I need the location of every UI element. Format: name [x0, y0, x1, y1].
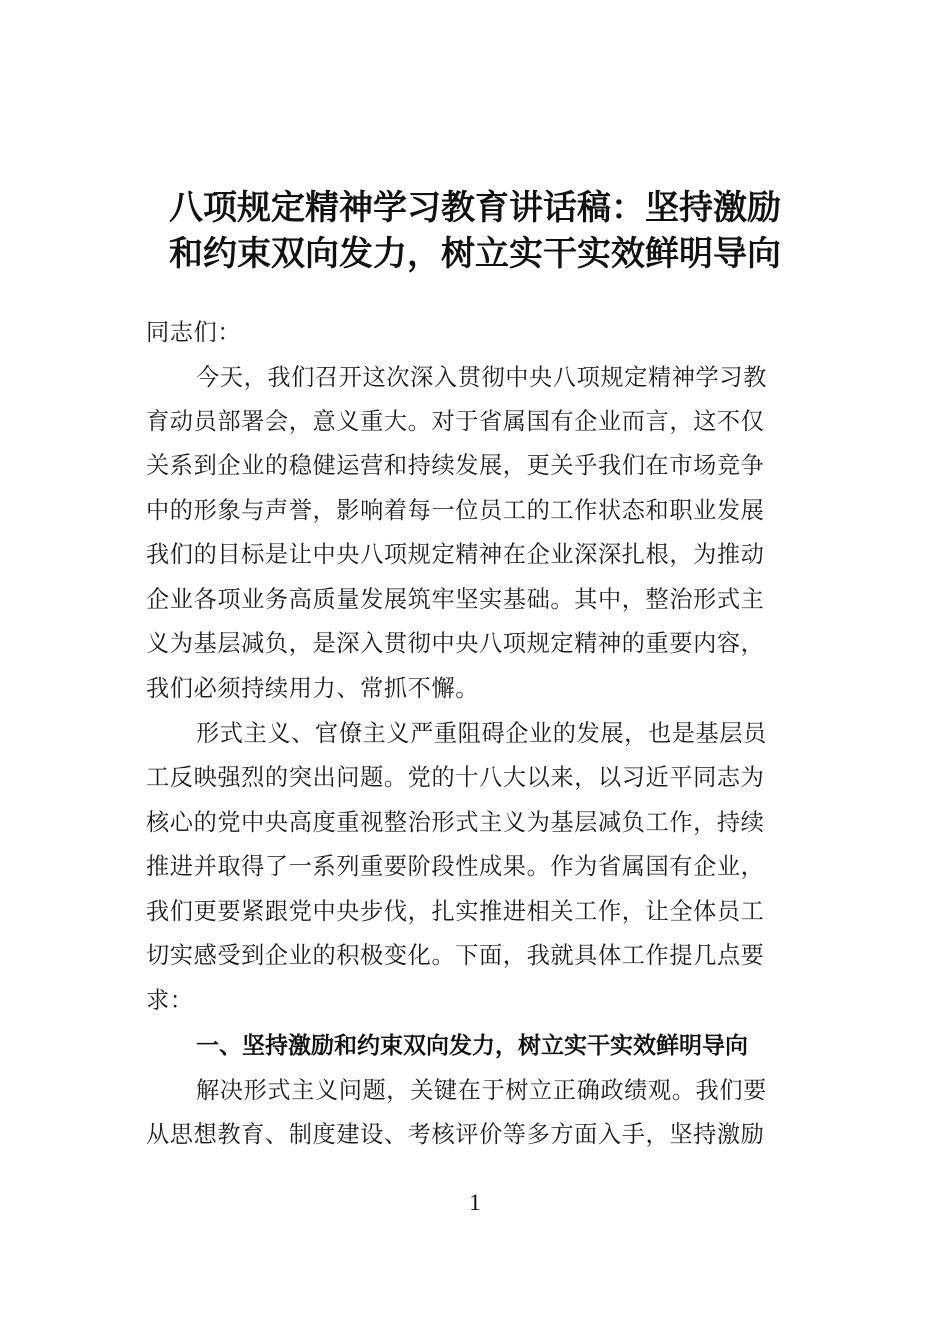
body-line: 核心的党中央高度重视整治形式主义为基层减负工作，持续: [146, 809, 765, 836]
body-line: 从思想教育、制度建设、考核评价等多方面入手，坚持激励: [146, 1121, 765, 1148]
document-title-line-1: 八项规定精神学习教育讲话稿：坚持激励: [169, 188, 781, 228]
body-line: 企业各项业务高质量发展筑牢坚实基础。其中，整治形式主: [146, 586, 765, 613]
body-line: 关系到企业的稳健运营和持续发展，更关乎我们在市场竞争: [146, 452, 765, 479]
body-line: 我们必须持续用力、常抓不懈。: [146, 675, 480, 702]
body-line: 切实感受到企业的积极变化。下面，我就具体工作提几点要: [146, 942, 765, 969]
section-heading: 一、坚持激励和约束双向发力，树立实干实效鲜明导向: [196, 1033, 748, 1059]
body-line: 推进并取得了一系列重要阶段性成果。作为省属国有企业，: [146, 853, 765, 880]
body-line: 解决形式主义问题，关键在于树立正确政绩观。我们要: [196, 1077, 767, 1104]
document-title-line-2: 和约束双向发力，树立实干实效鲜明导向: [169, 234, 781, 274]
body-line: 求：: [146, 987, 194, 1014]
page-number: 1: [469, 1190, 481, 1215]
body-line: 工反映强烈的突出问题。党的十八大以来，以习近平同志为: [146, 764, 765, 791]
body-line: 中的形象与声誉，影响着每一位员工的工作状态和职业发展: [146, 497, 765, 524]
body-line: 今天，我们召开这次深入贯彻中央八项规定精神学习教: [196, 364, 767, 391]
body-line: 义为基层减负，是深入贯彻中央八项规定精神的重要内容，: [146, 630, 765, 657]
salutation: 同志们：: [146, 319, 242, 346]
body-line: 我们更要紧跟党中央步伐，扎实推进相关工作，让全体员工: [146, 898, 765, 925]
body-line: 形式主义、官僚主义严重阻碍企业的发展，也是基层员: [196, 720, 767, 747]
body-line: 我们的目标是让中央八项规定精神在企业深深扎根，为推动: [146, 541, 765, 568]
body-line: 育动员部署会，意义重大。对于省属国有企业而言，这不仅: [146, 408, 765, 435]
